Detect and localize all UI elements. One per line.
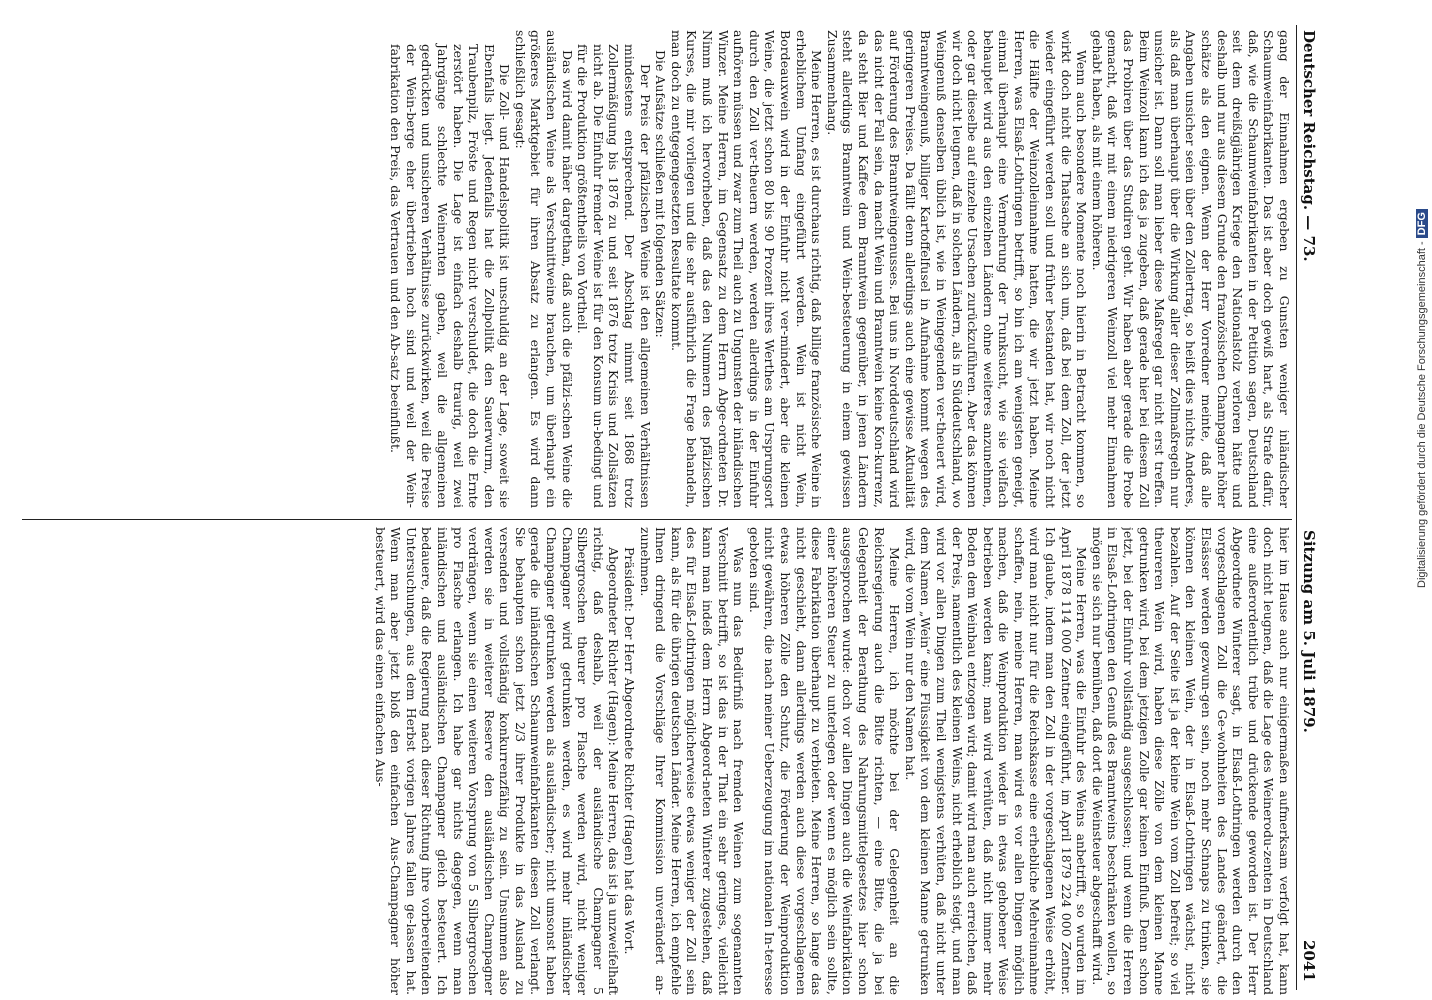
dfg-credit-text: Digitalisierung gefördert durch die Deutsche Forschungsgemeinschaft - [1416,241,1428,588]
richter-paragraph: Abgeordneter Richter (Hagen): Meine Herren, das ist ja unzweifelhaft richtig, daß deshalb, weil der ausländische Champagner 5 Silbergroschen theurer pro Flasche werden wird, nicht weniger Champagner wird getrunken werden, es wird mehr inländischer Champagner getrunken werden als ausländischer; nicht umsonst haben gerade die inländischen Schaumweinfabrikanten diesen Zoll verlangt. Sie behaupten schon jetzt 2/3 ihrer Produkte in das Ausland zu versenden und vollständig konkurrenzfähig zu sein. Unsummen also werden sie in weiterer Reserve den ausländischen Champagner verdrängen, wenn sie einen weiteren Vorsprung von 5 Silbergroschen pro Flasche erlangen. Ich habe gar nichts dagegen, wenn man inländischen und ausländischen Champagner gleich besteuert. Ich bedauere, daß die Regierung nach dieser Richtung ihre vorbereitenden Untersuchungen, aus dem Herbst vorigen Jahres fallen ge-lassen hat. Wenn man aber jetzt bloß den einfachen Aus-Champagner höher besteuert, wird das einen einfachen Aus- [372,527,622,995]
right-quote-2: Die Zoll- und Handelspolitik ist unschuldig an der Lage, soweit sie Ebenfalls liegt. Jedenfalls hat die Zollpolitik den Sauerwurm, den Traubenpilz, Fröste und Regen nicht verschuldet, die doch die Ernte zerstört haben. Die Lage ist einfach deshalb traurig, weil zwei Jahrgänge schlechte Weinernten gaben, weil die allgemeinen gedrückten und unsicheren Verhältnisse zurückwirken, weil die Preise der Wein-berge eher übertrieben hoch sind und weil der Wein-fabrikation den Preis, das Vertrauen und den Ab-satz beeinflußt. [388,44,513,508]
dfg-logo: DFG [1416,209,1428,238]
right-paragraph-1: gang der Einnahmen ergeben zu Gunsten weniger inländischer Schaumweinfabrikanten. Das ist aber doch gewiß hart, als Strafe dafür, daß, wie die Schaumweinfabrikanten in der Petition sagen, Deutschland seit dem dreißigjährigen Kriege den Nationalstolz verloren hätte und deshalb und nur aus diesem Grunde den französischen Champagner höher schätze als den eignen. Wenn der Herr Vorredner meinte, daß alle Angaben unsicher seien über den Zollertrag, so heißt dies nichts Anderes, als daß man überhaupt über die Wirkung aller dieser Zollmaßregeln nur unsicher ist. Dann soll man lieber diese Maßregel gar nicht erst treffen. Beim Weinzoll kann ich das ja zugeben, daß gerade hier bei diesem Zoll das Probiren über das Studiren geht. Wir haben aber gerade die Probe gemacht, daß wir mit einem niedrigeren Weinzoll viel mehr Einnahmen gehabt haben, als mit einem höheren. [1089,30,1292,508]
left-paragraph-2: Meine Herren, was die Einfuhr des Weins anbetrifft, so wurden im April 1878 114 000 Zentner eingeführt, im April 1879 224 000 Zentner. Ich glaube, indem man den Zoll in der vorgeschlagenen Weise erhöht, wird man nicht nur für die Reichskasse eine erhebliche Mehreinnahme schaffen, nein, meine Herren, man wird es vor allen Dingen möglich machen, daß die Weinproduktion wieder in etwas gehobener Weise betrieben werden kann; man wird verhüten, daß nicht immer mehr Boden dem Weinbau entzogen wird; damit wird man auch erreichen, daß der Preis, namentlich des kleinen Weins, nicht erheblich steigt, und man wird vor allen Dingen zum Theil wenigstens verhüten, daß nicht unter dem Namen „Wein“ eine Flüssigkeit von dem kleinen Manne getrunken wird, die vom Wein nur den Namen hat. [902,527,1090,995]
left-paragraph-4: Was nun das Bedürfniß nach fremden Weinen zum sogenannten Verschnitt betrifft, so ist das in der That ein sehr geringes, vielleicht kann man indeß dem Herrn Abgeord-neten Winterer zugestehen, daß des für Elsaß-Lothringen möglicherweise etwas weniger der Zoll sein kann, als für die übrigen deutschen Länder. Meine Herren, ich empfehle Ihnen dringend die Vorschläge Ihrer Kommission unverändert an-zunehmen. [637,527,747,995]
page-number: 2041 [1300,940,1318,982]
left-column [22,527,1292,995]
right-paragraph-3: Meine Herren, es ist durchaus richtig, daß billige französische Weine in erheblichem Umfang eingeführt werden. Wein ist nicht Wein, Bordeauxwein wird in der Einfuhr nicht ver-mindert, aber die kleinen Weine, die jetzt schon 80 bis 90 Prozent ihres Werthes am Ursprungsort durch den Zoll ver-theuern werden, werden allerdings in der Einfuhr aufhören müssen und zwar zum Theil auch zu Ungunsten der inländischen Winzer. Meine Herren, im Gegensatz zu dem Herrn Abge-ordneten Dr. Nimm muß ich hervorheben, daß das den Nummern des pfälzischen Kurses, die mir vorliegen und die sehr ausführlich die Frage behandeln, man doch zu entgegengesetzten Resultate kommt. [668,30,825,508]
header-center-title: Sitzung am 5. Juli 1879. [1300,530,1318,733]
left-paragraph-1: hier im Hause auch nur einigermaßen aufmerksam verfolgt hat, kann doch nicht leugnen, daß die Lage des Weinerodu-zenten in Deutschland eine außerordentlich trübe und drückende geworden ist. Der Herr Abgeordnete Winterer sagt, in Elsaß-Lothringen werden durch den vorgeschlagenen Zoll die Ge-wohnheiten des Landes geändert, die Elsässer werden gezwun-gen sein, noch mehr Schnaps zu trinken, sie können den kleinen Wein, der in Elsaß-Lothringen wächst, nicht bezahlen. Auf der Seite ist ja der kleine Wein vom Zoll befreit; so viel theureren Wein wird, haben diese Zölle von dem kleinen Manne getrunken wird, bei dem jetzigen Zolle gar keinen Einfluß. Denn schon jetzt, bei der Einfuhr vollständig ausgeschlossen; und wenn die Herren in Elsaß-Lothringen den Genuß des Branntweins beschränken wollen, so mögen sie sich nur bemühen, daß dort die Weinsteuer abgeschafft wird. [1089,527,1292,995]
right-paragraph-2: Wenn auch besondere Momente noch hierin in Betracht kommen, so wirkt doch nicht die Thatsache an sich um, daß bei dem Zoll, der jetzt wieder eingeführt werden soll und früher bestanden hat, wir noch nicht die Hälfte der Weinzolleinnahme hatten, die wir jetzt haben. Meine Herren, was Elsaß-Lothringen betrifft, so bin ich am wenigsten geneigt, einmal überhaupt eine Vermehrung der Trunksucht, wie sie vielfach behauptet wird aus den einzelnen Ländern ohne weiteres anzunehmen, oder gar dieselbe auf einzelne Ursachen zurückzuführen. Aber das können wir doch nicht leugnen, daß in solchen Ländern, als in Süddeutschland, wo Weingenuß denselben üblich ist, wie in Weingegenden ver-theuert wird, Branntweingenuß, billiger Kartoffelfusel in Aufnahme kommt wegen des geringeren Preises. Da fällt denn allerdings auch eine gewisse Aktualität auf Förderung des Branntweingenusses. Bei uns in Norddeutschland wird das nicht der Fall sein, da macht Wein und Branntwein keine Kon-kurrenz, da steht Bier und Kaffee dem Branntwein gegenüber, in jenen Ländern steht allerdings Branntwein und Wein-besteuerung in einem gewissen Zusammenhang. [824,30,1090,508]
president-line: Präsident: Der Herr Abgeordnete Richter (Hagen) hat das Wort. [622,547,638,955]
left-paragraph-3: Meine Herren, ich möchte bei der Gelegenheit an die Reichsregierung auch die Bitte richten, — eine Bitte, die ja bei Gelegenheit der Berathung des Nahrungsmittelgesetzes hier schon ausgesprochen wurde: doch vor allen Dingen auch die Weinfabrikation einer höheren Steuer zu unterlegen oder wenn es möglich sein sollte, diese Fabrikation überhaupt zu verbieten. Meine Herren, so lange das nicht geschieht, dann allerdings werden auch diese vorgeschlagenen etwas höheren Zölle den Schutz, die Förderung der Weinproduktion nicht gewähren, die nach meiner Ueberzeugung im nationalen In-teresse geboten sind. [746,527,903,995]
header-left-title: Deutscher Reichstag. — 73. [1300,30,1318,262]
header-rule [1296,25,1297,990]
right-column [22,30,1292,508]
right-paragraph-4: Die Aufsätze schließen mit folgenden Sätzen: [653,50,669,338]
dfg-credit [1416,8,1432,588]
right-quote-1: Der Preis der pfälzischen Weine ist den allgemeinen Verhältnissen mindestens entsprechend. Der Abschlag nimmt seit 1868 trotz Zollermäßigung bis 1876 zu und seit 1876 trotz Krisis und Zollsätzen nicht ab. Die Einfuhr fremder Weine ist für den Konsum un-bedingt und für die Produktion größtentheils von Vortheil. [575,44,653,508]
column-separator [22,519,1292,520]
running-header [1296,0,1318,1000]
right-paragraph-5: Das wird damit näher dargethan, daß auch die pfälzi-schen Weine die ausländischen Weine als Verschnittweine brauchen, um überhaupt ein größeres Marktgebiet für ihren Absatz zu erlangen. Es wird dann schließlich gesagt: [512,30,575,508]
